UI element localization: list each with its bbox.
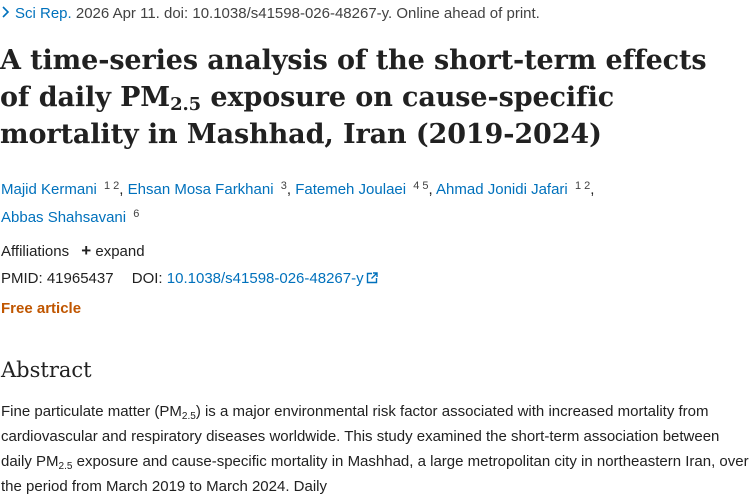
author-separator: , [119,181,128,198]
author [436,181,594,198]
author [128,181,296,198]
doi-link[interactable] [167,270,378,287]
doi-label: DOI: [131,270,163,287]
affiliation-ref-link[interactable]: 1 [574,180,582,192]
affiliation-ref-link[interactable]: 2 [113,180,120,192]
affiliation-ref-link[interactable]: 2 [584,180,591,192]
author-separator: , [428,181,437,198]
citation-details: 2026 Apr 11. doi: 10.1038/s41598-026-48267-y. Online ahead of print. [71,5,540,22]
affiliations-label: Affiliations [1,243,70,260]
author-affiliation-refs [572,180,590,192]
article-title [0,42,745,153]
author-link[interactable]: Abbas Shahsavani [1,209,127,226]
chevron-right-icon[interactable] [1,4,15,24]
abstract-subscript-2: 2.5 [58,461,73,472]
doi-value: 10.1038/s41598-026-48267-y [166,270,364,287]
title-text-1: A time-series analysis of the short-term effects of daily PM [0,45,707,113]
abstract-text [1,399,749,499]
author-link[interactable]: Ehsan Mosa Farkhani [127,181,274,198]
author-separator: , [286,181,296,198]
author [1,209,139,226]
pmid-label: PMID: [1,270,43,287]
affiliation-ref-link[interactable]: 4 [413,180,420,192]
expand-label[interactable]: expand [95,243,145,260]
author-link[interactable]: Ahmad Jonidi Jafari [436,181,568,198]
author-affiliation-refs [101,180,119,192]
affiliation-ref-link[interactable]: 6 [133,208,140,220]
identifiers [1,269,378,290]
author-affiliation-refs [410,180,428,192]
pmid-value: 41965437 [46,270,114,287]
external-link-icon [366,270,378,290]
author-affiliation-refs [278,180,287,192]
author [295,181,436,198]
author-list [1,176,746,232]
plus-icon[interactable]: + [81,241,92,260]
abstract-text-1: Fine particulate matter (PM [1,403,182,420]
author-affiliation-refs [130,208,139,220]
title-subscript: 2.5 [170,94,202,115]
affiliations-toggle[interactable] [1,241,145,262]
abstract-text-3: exposure and cause-specific mortality in Mashhad, a large metropolitan city in northeastern Iran, over the period from March 2019 to March 2024. Daily [1,453,749,495]
author-separator: , [590,181,595,198]
citation-line [1,4,540,24]
abstract-heading: Abstract [1,358,92,382]
author [1,181,128,198]
journal-link[interactable]: Sci Rep. [15,5,72,22]
abstract-text-2: ) is a major environmental risk factor associated with increased mortality from cardiovascular and respiratory diseases worldwide. This study examined the short-term association between daily PM [1,403,720,470]
author-link[interactable]: Majid Kermani [1,181,97,198]
affiliation-ref-link[interactable]: 5 [422,180,429,192]
affiliation-ref-link[interactable]: 3 [280,180,287,192]
abstract-subscript-1: 2.5 [181,411,196,422]
affiliation-ref-link[interactable]: 1 [104,180,111,192]
author-link[interactable]: Fatemeh Joulaei [295,181,407,198]
title-text-2: exposure on cause-specific mortality in Mashhad, Iran (2019-2024) [0,82,615,150]
free-article-badge: Free article [1,300,82,317]
